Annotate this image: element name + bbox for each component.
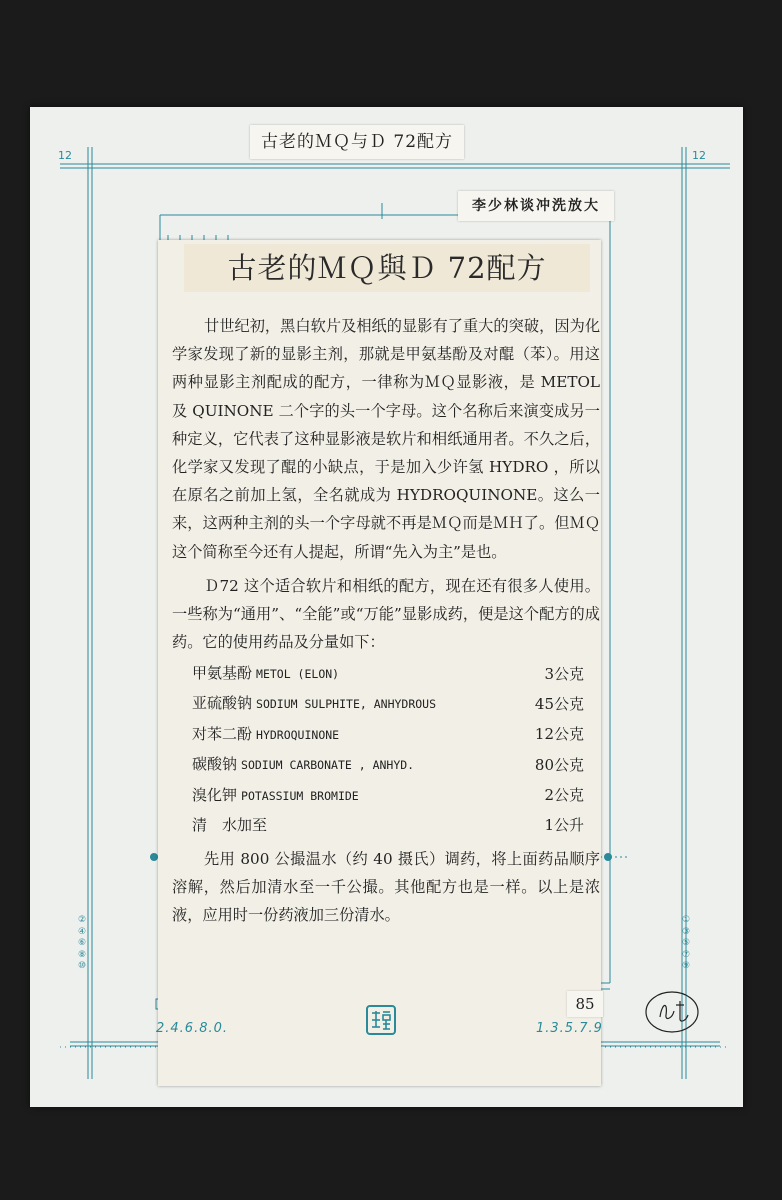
ingredient-en: SODIUM SULPHITE, ANHYDROUS xyxy=(256,697,437,712)
ingredient-row xyxy=(192,750,584,780)
left-number: ⑩ xyxy=(77,961,87,972)
left-number: ② xyxy=(77,915,87,925)
left-number: ④ xyxy=(77,926,87,937)
ingredient-en: HYDROQUINONE xyxy=(256,727,340,742)
signature-icon xyxy=(642,985,702,1035)
ingredient-cn: 清 水加至 xyxy=(192,815,268,834)
ingredient-amount: 12公克 xyxy=(534,725,584,744)
left-number-column xyxy=(76,915,88,973)
layout-sheet xyxy=(30,107,743,1107)
right-number: ① xyxy=(681,915,691,925)
right-number: ⑨ xyxy=(681,961,691,972)
ingredient-name xyxy=(192,658,518,688)
page-number: 85 xyxy=(567,991,603,1017)
right-number: ③ xyxy=(681,926,691,937)
ingredient-en: SODIUM CARBONATE , ANHYD. xyxy=(241,758,415,773)
ingredient-row xyxy=(192,810,584,840)
ingredient-name xyxy=(192,780,518,810)
footer-even-marks: 2.4.6.8.0. xyxy=(156,1021,229,1036)
top-title-label: 古老的ＭＱ与Ｄ 72配方 xyxy=(250,125,464,159)
article-body xyxy=(172,312,600,929)
article-clipping xyxy=(158,240,601,1086)
ingredient-cn: 甲氨基酚 xyxy=(192,664,253,683)
series-label: 李少林谈冲洗放大 xyxy=(458,191,614,221)
ingredient-amount: 3公克 xyxy=(544,664,584,683)
right-number: ⑦ xyxy=(681,949,691,960)
ingredient-name xyxy=(192,689,518,719)
ingredient-amount: 1公升 xyxy=(544,816,584,835)
ingredient-amount: 2公克 xyxy=(544,786,584,805)
ingredient-cn: 对苯二酚 xyxy=(192,724,253,743)
article-title: 古老的ＭＱ與Ｄ 72配方 xyxy=(184,244,590,292)
ingredient-row xyxy=(192,719,584,749)
ingredient-en: POTASSIUM BROMIDE xyxy=(241,788,359,803)
article-paragraph-1: 廿世纪初，黑白软片及相纸的显影有了重大的突破，因为化学家发现了新的显影主剂，那就是甲氨基酚及对醌（苯）。用这两种显影主剂配成的配方，一律称为ＭＱ显影液，是 METOL 及 QUINONE 二个字的头一个字母。这个名称后来演变成另一种定义，它代表了这种显影液是软片和相纸通用者。不久之后，化学家又发现了醌的小缺点，于是加入少许氢 HYDRO ，所以在原名之前加上氢，全名就成为 HYDROQUINONE。这么一来，这两种主剂的头一个字母就不再是ＭＱ而是ＭＨ了。但ＭＱ这个简称至今还有人提起，所谓“先入为主”是也。 xyxy=(172,317,600,561)
article-paragraph-2: Ｄ72 这个适合软片和相纸的配方，现在还有很多人使用。一些称为“通用”、“全能”或“万能”显影成药，便是这个配方的成药。它的使用药品及分量如下： xyxy=(172,576,600,652)
right-number-column xyxy=(680,915,692,973)
ingredient-cn: 亚硫酸钠 xyxy=(192,694,253,713)
ingredient-row xyxy=(192,658,584,688)
left-number: ⑥ xyxy=(77,938,87,949)
ingredient-row xyxy=(192,780,584,810)
right-number: ⑤ xyxy=(681,938,691,949)
corner-mark-right: 12 xyxy=(692,149,706,162)
ingredient-row xyxy=(192,689,584,719)
left-number: ⑧ xyxy=(77,949,87,960)
ingredient-amount: 45公克 xyxy=(534,694,584,713)
ingredients-table xyxy=(192,658,584,840)
ingredient-name xyxy=(192,719,518,749)
ingredient-cn: 溴化钾 xyxy=(192,785,238,804)
ingredient-name xyxy=(192,810,518,840)
ingredient-cn: 碳酸钠 xyxy=(192,755,238,774)
footer-odd-marks: 1.3.5.7.9 xyxy=(536,1021,603,1036)
seal-stamp-icon xyxy=(366,1005,396,1035)
ingredient-amount: 80公克 xyxy=(534,755,584,774)
ingredient-en: METOL (ELON) xyxy=(256,667,340,682)
corner-mark-left: 12 xyxy=(58,149,72,162)
ingredient-name xyxy=(192,750,518,780)
article-paragraph-3: 先用 800 公撮温水（约 40 摄氏）调药，将上面药品顺序溶解，然后加清水至一千公撮。其他配方也是一样。以上是浓液，应用时一份药液加三份清水。 xyxy=(172,849,600,925)
